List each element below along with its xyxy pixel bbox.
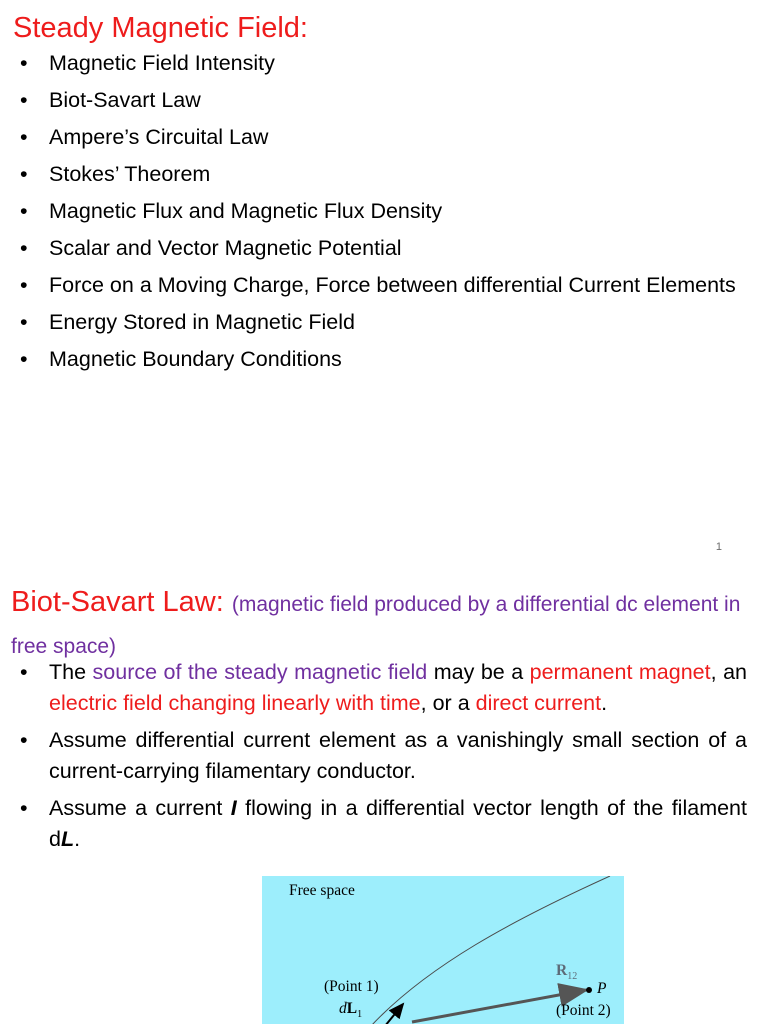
list-item-text: Magnetic Boundary Conditions	[49, 347, 342, 371]
text-run: d	[49, 827, 61, 851]
slide-2-title-subtitle: (magnetic field produced by a differential dc element in free space)	[11, 593, 741, 658]
list-item	[20, 793, 747, 855]
page-number: 1	[715, 541, 722, 553]
text-run: .	[74, 827, 81, 851]
bullet-icon: •	[20, 347, 28, 371]
slide-1-title: Steady Magnetic Field:	[13, 12, 308, 44]
highlight-permanent-magnet: permanent magnet	[529, 660, 711, 684]
bullet-icon: •	[20, 728, 28, 752]
text-run: , or a	[420, 691, 476, 715]
slide-2	[0, 570, 768, 1024]
list-item	[20, 270, 740, 301]
list-item	[20, 344, 740, 375]
current-text	[49, 796, 747, 851]
text-run: , an	[710, 660, 747, 684]
text-run: may be a	[427, 660, 530, 684]
list-item	[20, 159, 740, 190]
text-run: .	[601, 691, 608, 715]
r-label-subscript: 12	[567, 971, 578, 983]
topic-list	[20, 48, 740, 381]
biot-savart-diagram	[262, 876, 624, 1024]
list-item-text: Biot-Savart Law	[49, 88, 201, 112]
point-1-label: (Point 1)	[324, 978, 379, 995]
list-item	[20, 196, 740, 227]
bullet-icon: •	[20, 796, 28, 820]
dl-label-d: d	[339, 1000, 347, 1017]
list-item	[20, 233, 740, 264]
point-2-label: (Point 2)	[556, 1002, 611, 1019]
point-p-dot	[586, 987, 592, 993]
list-item-text: Scalar and Vector Magnetic Potential	[49, 236, 402, 260]
list-item	[20, 85, 740, 116]
source-text	[49, 660, 747, 715]
p-label: P	[597, 980, 607, 997]
dl-label	[339, 1000, 362, 1020]
current-symbol: I	[230, 796, 237, 820]
list-item	[20, 657, 747, 719]
r-label: R	[556, 962, 568, 979]
text-run: Assume a current	[49, 796, 231, 820]
list-item-text: Force on a Moving Charge, Force between differential Current Elements	[49, 273, 736, 297]
list-item	[20, 725, 747, 787]
list-item-text: Assume differential current element as a vanishingly small section of a current-carrying filamentary conductor.	[49, 728, 747, 783]
explanation-list	[20, 657, 747, 861]
text-run: The	[49, 660, 93, 684]
highlight-direct-current: direct current	[475, 691, 602, 715]
bullet-icon: •	[20, 125, 28, 149]
free-space-label: Free space	[289, 882, 355, 899]
bullet-icon: •	[20, 273, 28, 297]
r12-label	[556, 962, 577, 982]
length-symbol: L	[60, 827, 75, 851]
highlight-electric-field: electric field changing linearly with time	[49, 691, 421, 715]
list-item-text: Magnetic Flux and Magnetic Flux Density	[49, 199, 443, 223]
bullet-icon: •	[20, 660, 28, 684]
dl-label-subscript: 1	[357, 1009, 363, 1021]
bullet-icon: •	[20, 51, 28, 75]
bullet-icon: •	[20, 88, 28, 112]
dl-label-L: L	[346, 1000, 358, 1017]
list-item	[20, 48, 740, 79]
bullet-icon: •	[20, 162, 28, 186]
bullet-icon: •	[20, 310, 28, 334]
list-item-text: Energy Stored in Magnetic Field	[49, 310, 355, 334]
list-item	[20, 307, 740, 338]
slide-2-title-main: Biot-Savart Law:	[11, 586, 232, 618]
bullet-icon: •	[20, 199, 28, 223]
highlight-steady-field: source of the steady magnetic field	[92, 660, 428, 684]
slide-2-title	[11, 582, 741, 666]
list-item-text: Stokes’ Theorem	[49, 162, 211, 186]
dl-current-arrow	[385, 1004, 403, 1024]
list-item	[20, 122, 740, 153]
list-item-text: Magnetic Field Intensity	[49, 51, 275, 75]
bullet-icon: •	[20, 236, 28, 260]
list-item-text: Ampere’s Circuital Law	[49, 125, 269, 149]
text-run: flowing in a differential vector length of the filament	[236, 796, 747, 820]
